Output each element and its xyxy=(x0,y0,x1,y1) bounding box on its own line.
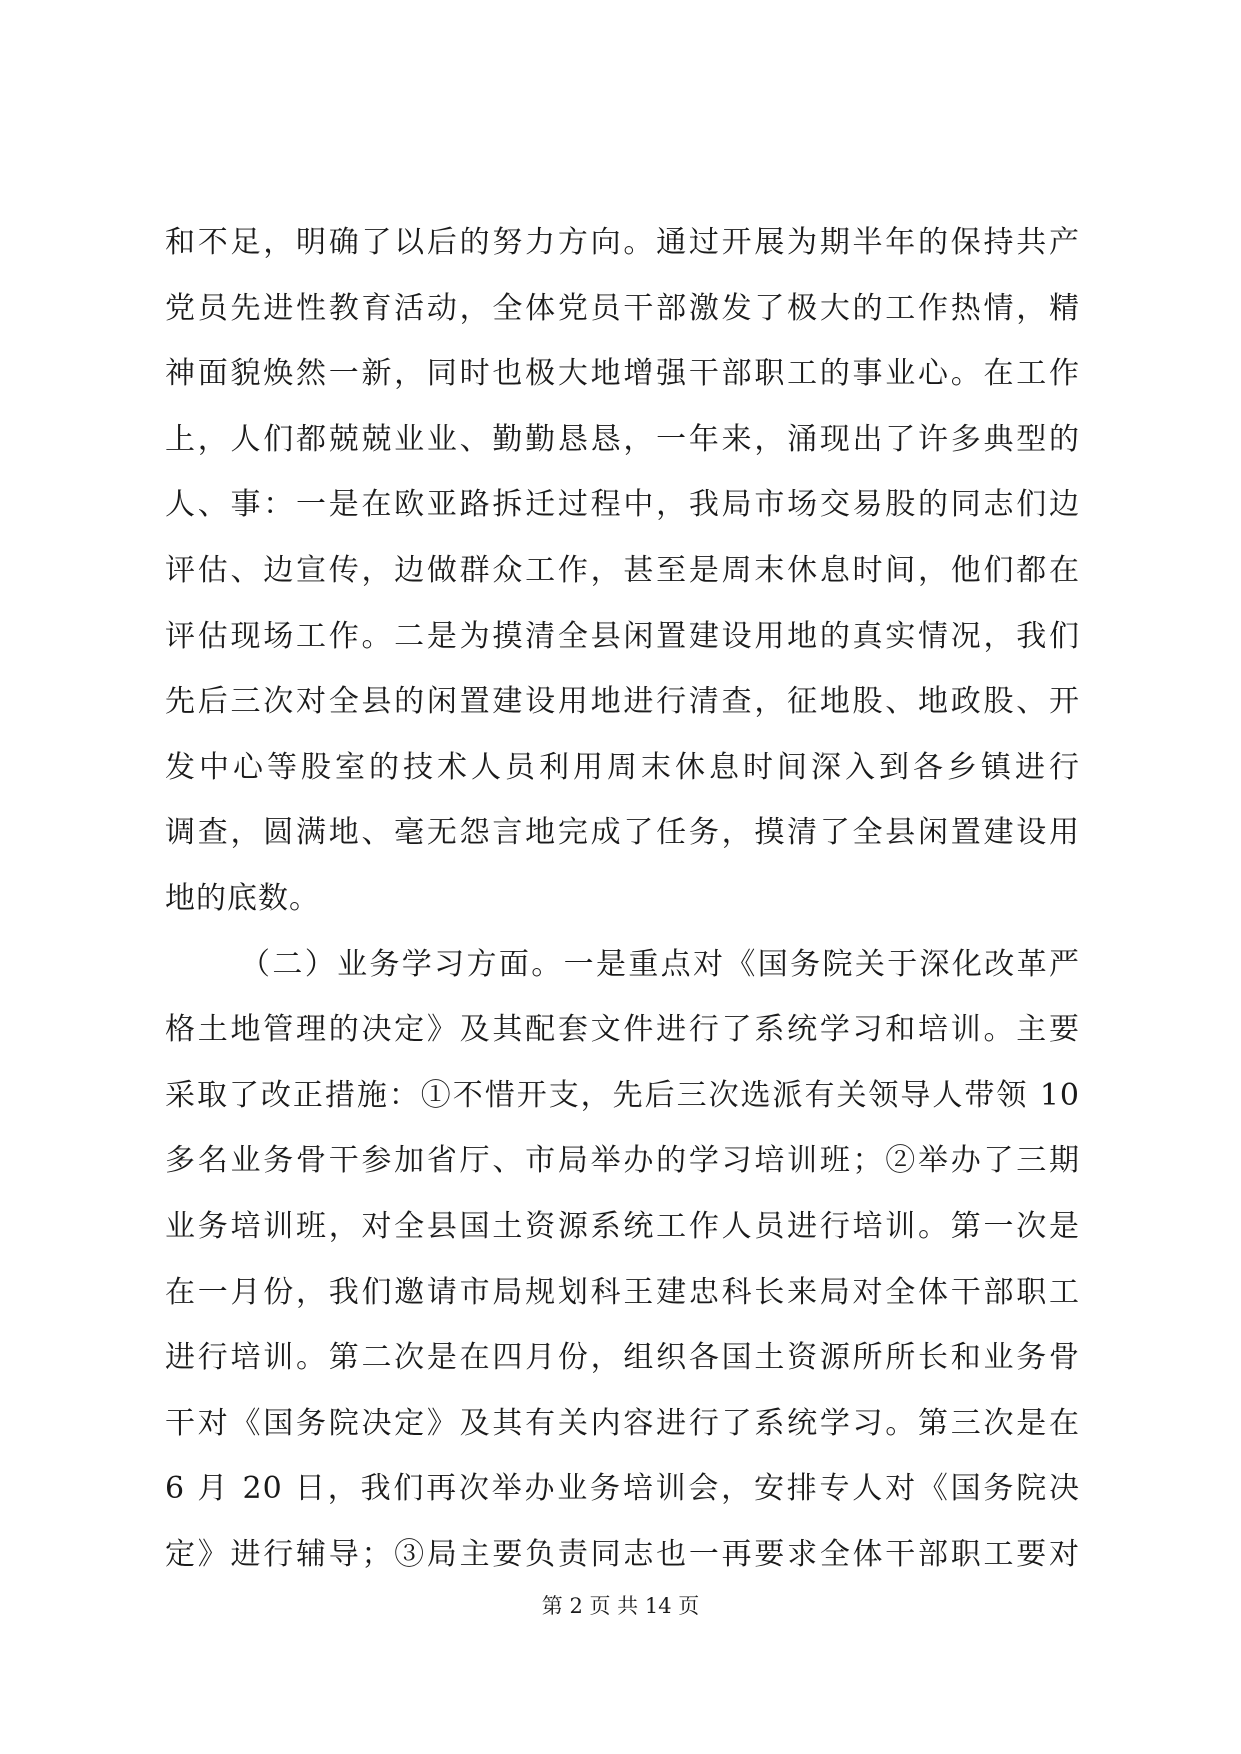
paragraph-line: 干对《国务院决定》及其有关内容进行了系统学习。第三次是在 xyxy=(165,1405,1080,1441)
paragraph-line: 评估、边宣传，边做群众工作，甚至是周末休息时间，他们都在 xyxy=(165,552,1080,588)
paragraph-line: 定》进行辅导；③局主要负责同志也一再要求全体干部职工要对 xyxy=(165,1536,1080,1572)
paragraph-line: 发中心等股室的技术人员利用周末休息时间深入到各乡镇进行 xyxy=(165,749,1080,785)
paragraph-line: 多名业务骨干参加省厅、市局举办的学习培训班；②举办了三期 xyxy=(165,1143,1080,1179)
paragraph-line: 先后三次对全县的闲置建设用地进行清查，征地股、地政股、开 xyxy=(165,684,1080,720)
paragraph-line: 和不足，明确了以后的努力方向。通过开展为期半年的保持共产 xyxy=(165,225,1080,260)
paragraph-line: 评估现场工作。二是为摸清全县闲置建设用地的真实情况，我们 xyxy=(165,618,1080,654)
paragraph-line: 进行培训。第二次是在四月份，组织各国土资源所所长和业务骨 xyxy=(165,1340,1080,1376)
paragraph-line: 采取了改正措施：①不惜开支，先后三次选派有关领导人带领 10 xyxy=(165,1077,1080,1113)
paragraph-line: 6 月 20 日，我们再次举办业务培训会，安排专人对《国务院决 xyxy=(165,1471,1080,1507)
paragraph-line: 业务培训班，对全县国土资源系统工作人员进行培训。第一次是 xyxy=(165,1208,1080,1244)
paragraph-line: 格土地管理的决定》及其配套文件进行了系统学习和培训。主要 xyxy=(165,1012,1080,1048)
paragraph-line: 上，人们都兢兢业业、勤勤恳恳，一年来，涌现出了许多典型的 xyxy=(165,421,1080,457)
paragraph-line: 党员先进性教育活动，全体党员干部激发了极大的工作热情，精 xyxy=(165,290,1080,326)
paragraph-line: 地的底数。 xyxy=(165,880,320,916)
paragraph-line: 在一月份，我们邀请市局规划科王建忠科长来局对全体干部职工 xyxy=(165,1274,1080,1310)
paragraph-line: 调查，圆满地、毫无怨言地完成了任务，摸清了全县闲置建设用 xyxy=(165,815,1080,851)
paragraph-line: 人、事：一是在欧亚路拆迁过程中，我局市场交易股的同志们边 xyxy=(165,487,1080,523)
paragraph-line: （二）业务学习方面。一是重点对《国务院关于深化改革严 xyxy=(240,946,1080,982)
document-body xyxy=(165,223,1080,1600)
paragraph-line: 神面貌焕然一新，同时也极大地增强干部职工的事业心。在工作 xyxy=(165,356,1080,392)
page-number-footer: 第 2 页 共 14 页 xyxy=(541,1594,700,1618)
